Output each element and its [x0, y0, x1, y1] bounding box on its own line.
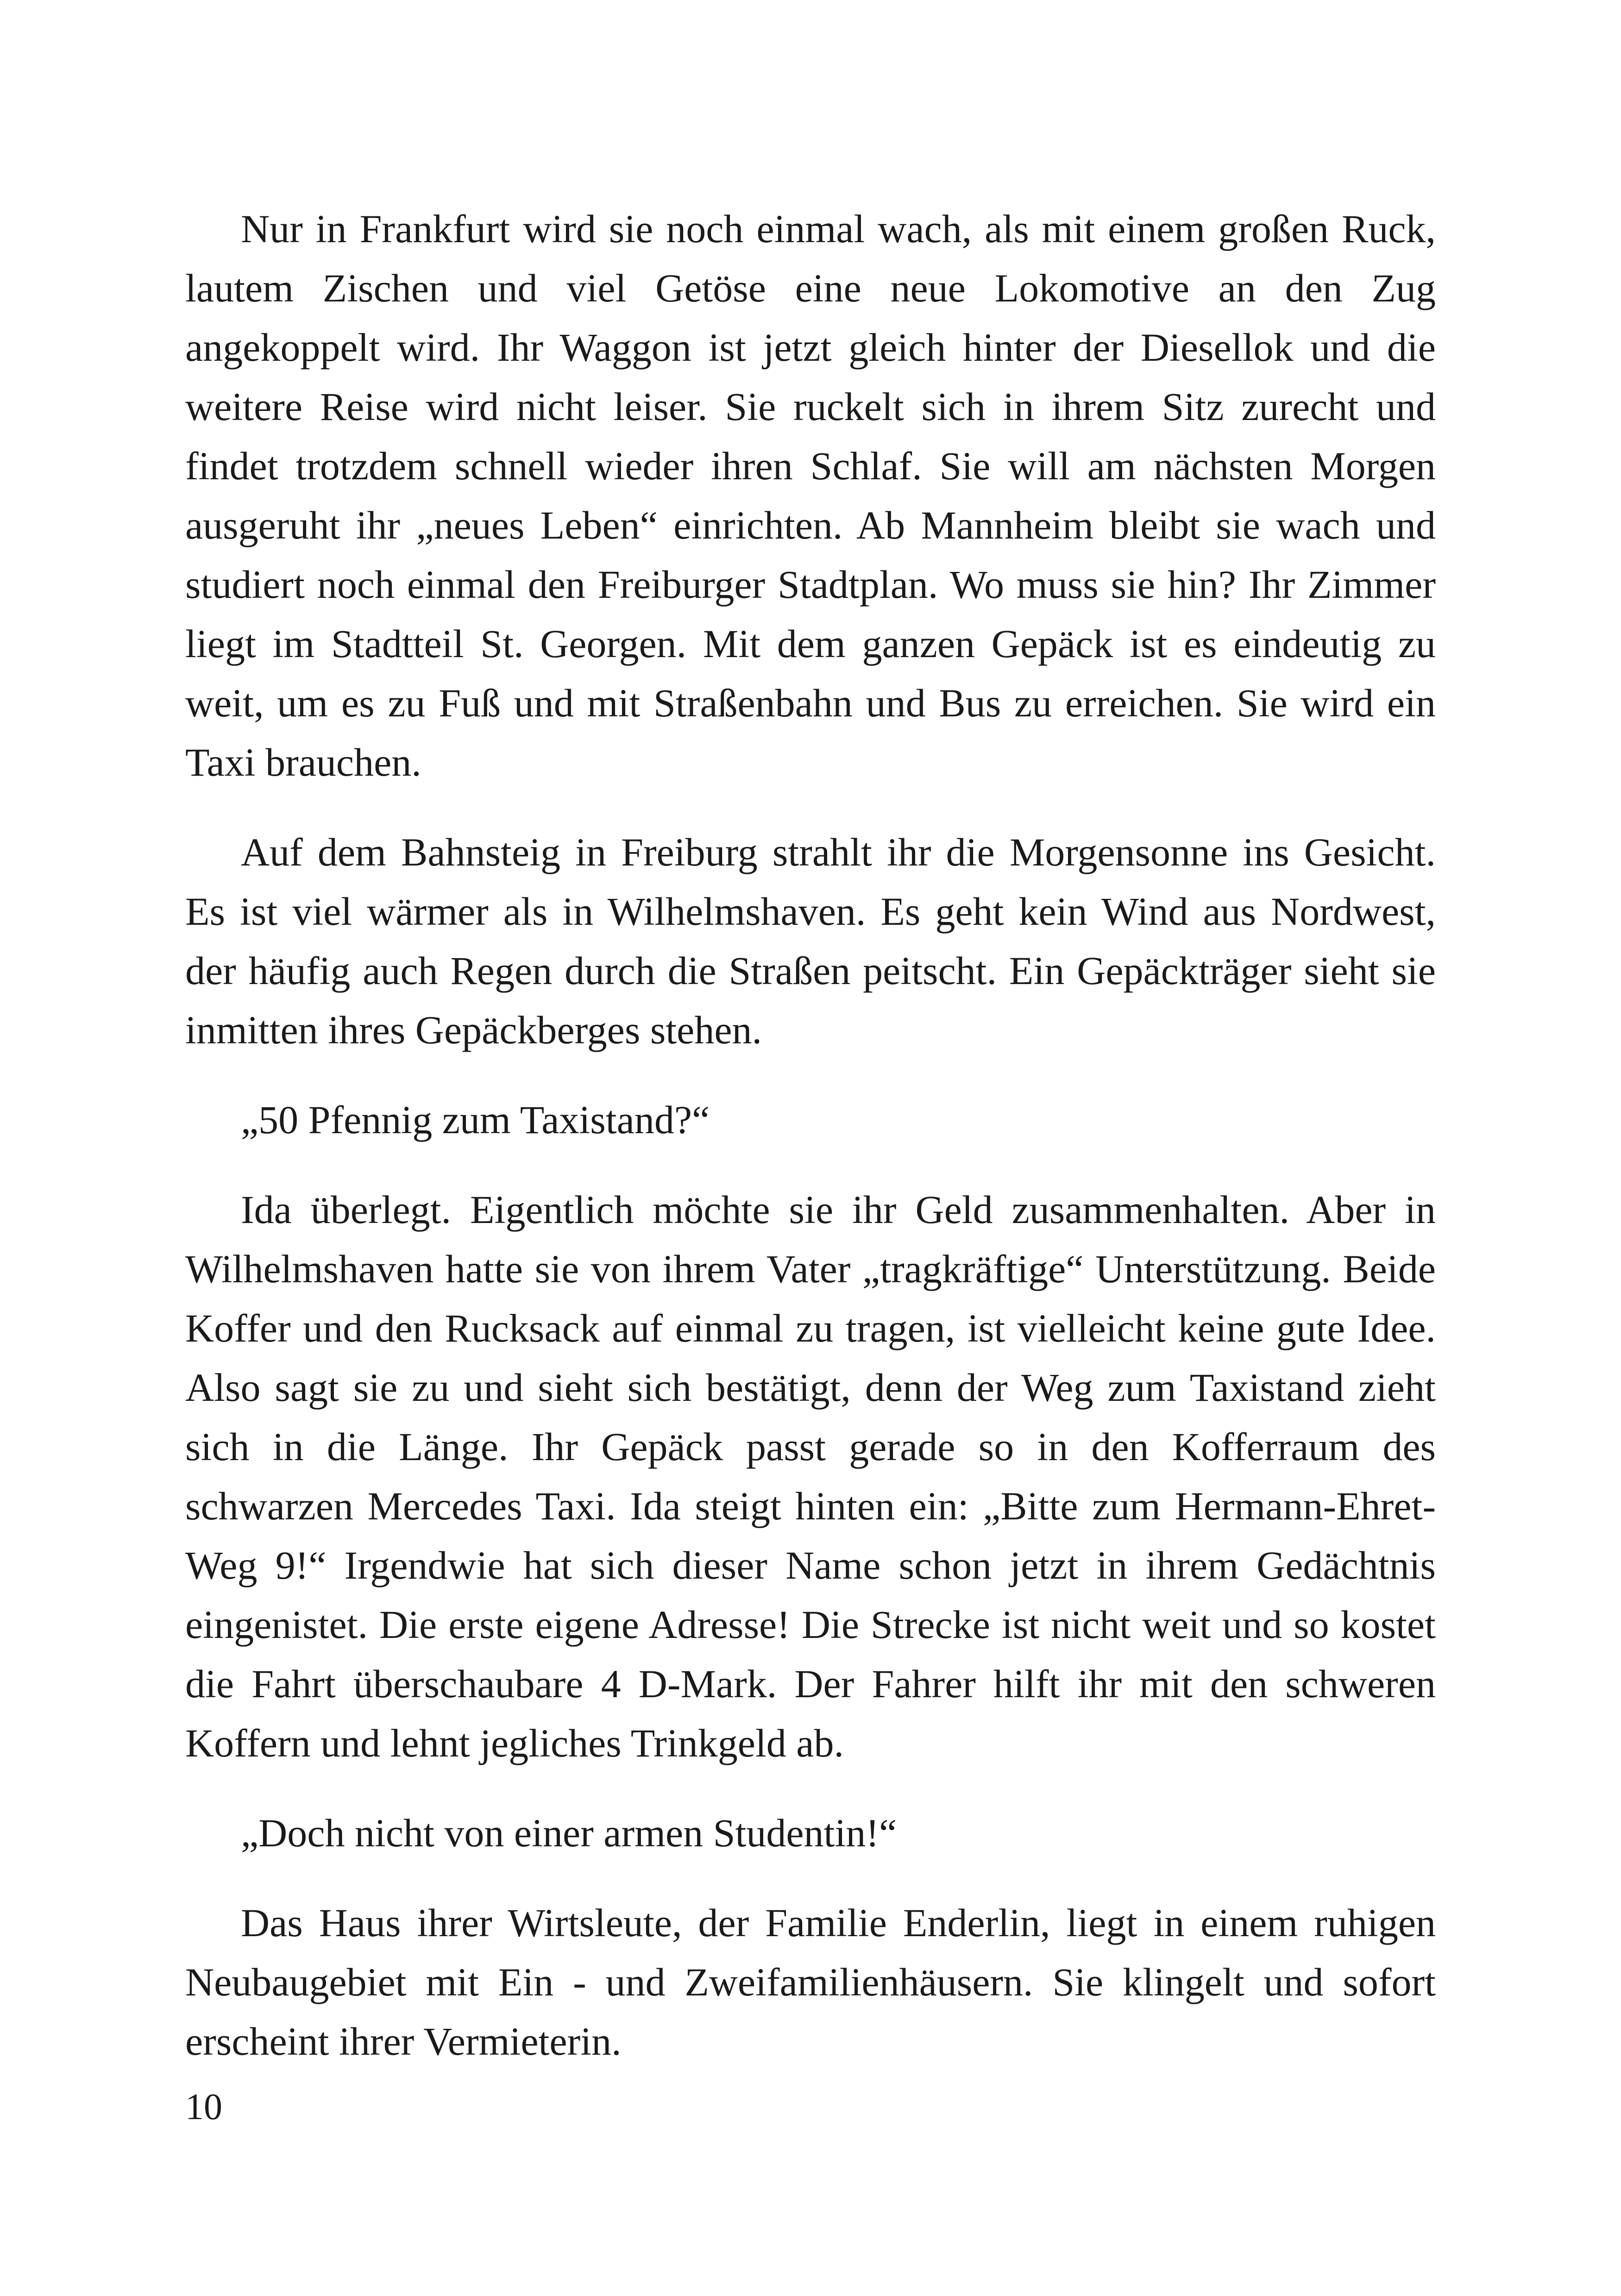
paragraph-freiburg-arrival: Auf dem Bahnsteig in Freiburg strahlt ihr die Morgensonne ins Gesicht. Es ist viel wärmer als in Wilhelmshaven. Es geht kein Wind aus Nordwest, der häufig auch Regen durch die Straßen peitscht. Ein Gepäckträger sieht sie inmitten ihres Gepäckberges stehen.: [185, 830, 1436, 1052]
page-number: 10: [185, 2087, 222, 2127]
paragraph-landlady: Das Haus ihrer Wirtsleute, der Familie Enderlin, liegt in einem ruhigen Neubaugebiet mit Ein - und Zweifamilienhäusern. Sie klingelt und sofort erscheint ihrer Vermieterin.: [185, 1901, 1436, 2064]
dialogue-porter: „50 Pfennig zum Taxistand?“: [241, 1098, 710, 1142]
paragraph-frankfurt: Nur in Frankfurt wird sie noch einmal wach, als mit einem großen Ruck, lautem Zischen und viel Getöse eine neue Lokomotive an den Zug angekoppelt wird. Ihr Waggon ist jetzt gleich hinter der Diesellok und die weitere Reise wird nicht leiser. Sie ruckelt sich in ihrem Sitz zurecht und findet trotzdem schnell wieder ihren Schlaf. Sie will am nächsten Morgen ausgeruht ihr „neues Leben“ einrichten. Ab Mannheim bleibt sie wach und studiert noch einmal den Freiburger Stadtplan. Wo muss sie hin? Ihr Zimmer liegt im Stadtteil St. Georgen. Mit dem ganzen Gepäck ist es eindeutig zu weit, um es zu Fuß und mit Straßenbahn und Bus zu erreichen. Sie wird ein Taxi brauchen.: [185, 207, 1436, 784]
paragraph-taxi: Ida überlegt. Eigentlich möchte sie ihr Geld zusammenhalten. Aber in Wilhelmshaven hatte sie von ihrem Vater „tragkräftige“ Unterstützung. Beide Koffer und den Rucksack auf einmal zu tragen, ist vielleicht keine gute Idee. Also sagt sie zu und sieht sich bestätigt, denn der Weg zum Taxistand zieht sich in die Länge. Ihr Gepäck passt gerade so in den Kofferraum des schwarzen Mercedes Taxi. Ida steigt hinten ein: „Bitte zum Hermann-Ehret-Weg 9!“ Irgendwie hat sich dieser Name schon jetzt in ihrem Gedächtnis eingenistet. Die erste eigene Adresse! Die Strecke ist nicht weit und so kostet die Fahrt überschaubare 4 D-Mark. Der Fahrer hilft ihr mit den schweren Koffern und lehnt jegliches Trinkgeld ab.: [185, 1187, 1436, 1765]
dialogue-driver: „Doch nicht von einer armen Studentin!“: [241, 1811, 897, 1855]
body-text: [185, 199, 1436, 2102]
